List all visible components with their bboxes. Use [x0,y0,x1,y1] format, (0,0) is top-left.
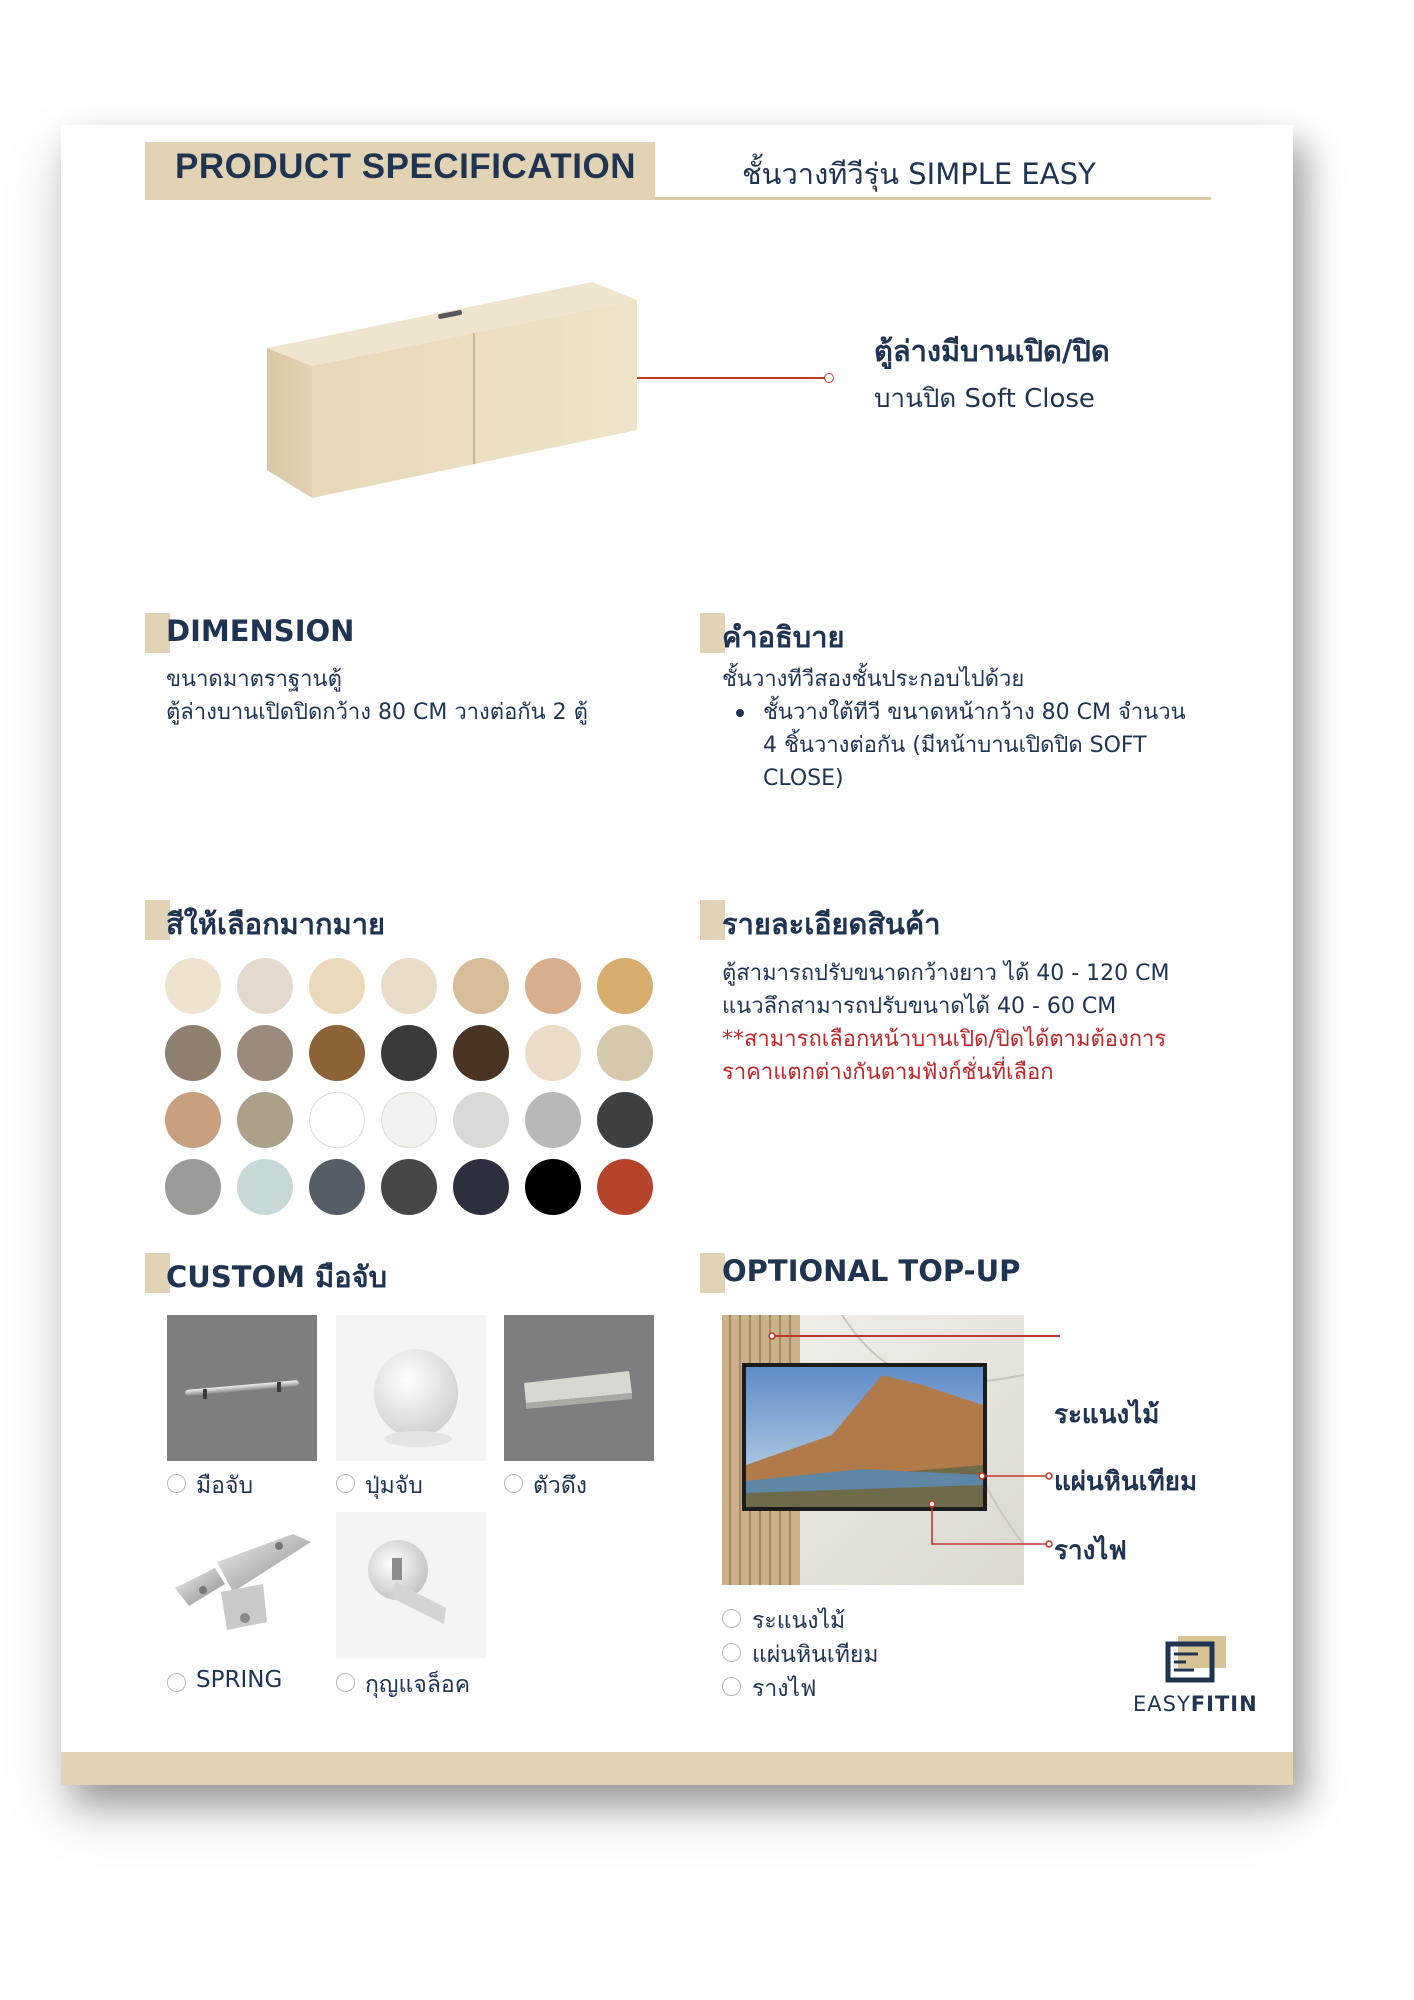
color-swatch[interactable] [165,1159,221,1215]
knob-image [336,1315,486,1461]
radio-handle-pull[interactable] [504,1474,523,1493]
color-swatch[interactable] [453,1025,509,1081]
pull-handle-image [504,1315,654,1461]
callout-wood-slat: ระแนงไม้ [1054,1400,1160,1430]
description-bullet-line-1: ชั้นวางใต้ทีวี ขนาดหน้ากว้าง 80 CM จำนวน [763,700,1186,725]
dimension-line-1: ขนาดมาตราฐานตู้ [166,667,342,692]
description-bullet-line-3: CLOSE) [763,766,844,791]
callout-subtitle: บานปิด Soft Close [874,384,1095,414]
description-intro: ชั้นวางทีวีสองชั้นประกอบไปด้วย [722,667,1025,692]
details-note-line-1: **สามารถเลือกหน้าบานเปิด/ปิดได้ตามต้องการ [722,1027,1167,1052]
details-note-line-2: ราคาแตกต่างกันตามฟังก์ชั่นที่เลือก [722,1060,1054,1085]
radio-key-lock[interactable] [336,1673,355,1692]
color-swatch[interactable] [381,1159,437,1215]
color-swatch[interactable] [453,1092,509,1148]
color-swatch[interactable] [381,1025,437,1081]
option-label: ระแนงไม้ [752,1608,846,1634]
color-swatch[interactable] [525,1159,581,1215]
topup-title: OPTIONAL TOP-UP [722,1254,1021,1288]
brand-logo-text: EASYFITIN [1133,1692,1258,1716]
color-swatch[interactable] [525,1092,581,1148]
details-line-2: แนวลึกสามารถปรับขนาดได้ 40 - 60 CM [722,994,1117,1019]
callout-dot [824,373,834,383]
option-label: กุญแจล็อค [365,1672,471,1698]
page-title: PRODUCT SPECIFICATION [175,147,636,186]
feature-callouts [700,1300,1060,1620]
product-model: ชั้นวางทีวีรุ่น SIMPLE EASY [742,157,1096,191]
spring-hinge-image [167,1512,317,1658]
description-title: คำอธิบาย [722,620,845,654]
option-label: แผ่นหินเทียม [752,1642,879,1668]
color-swatch[interactable] [237,958,293,1014]
radio-spring[interactable] [167,1673,186,1692]
dimension-title: DIMENSION [166,614,355,648]
callout-light-rail: รางไฟ [1054,1536,1127,1566]
drawer-logo-icon [1164,1632,1228,1688]
bullet-icon [736,709,744,717]
dimension-line-2: ตู้ล่างบานเปิดปิดกว้าง 80 CM วางต่อกัน 2 ตู้ [166,700,588,725]
option-label: SPRING [196,1667,283,1693]
color-swatch[interactable] [525,958,581,1014]
radio-stone-panel[interactable] [722,1643,741,1662]
color-swatch[interactable] [525,1025,581,1081]
details-line-1: ตู้สามารถปรับขนาดกว้างยาว ได้ 40 - 120 CM [722,961,1170,986]
description-bullet-line-2: 4 ชิ้นวางต่อกัน (มีหน้าบานเปิดปิด SOFT [763,733,1147,758]
color-swatch-grid [165,958,665,1218]
color-swatch[interactable] [381,958,437,1014]
color-swatch[interactable] [237,1025,293,1081]
option-label: ปุ่มจับ [365,1473,423,1499]
callout-title: ตู้ล่างมีบานเปิด/ปิด [874,334,1110,368]
color-swatch[interactable] [309,1092,365,1148]
color-swatch[interactable] [453,958,509,1014]
option-label: มือจับ [196,1473,254,1499]
color-swatch[interactable] [597,1025,653,1081]
callout-stone-panel: แผ่นหินเทียม [1054,1467,1198,1497]
color-swatch[interactable] [309,958,365,1014]
color-swatch[interactable] [309,1159,365,1215]
color-swatch[interactable] [597,1092,653,1148]
cabinet-image [262,280,642,505]
color-swatch[interactable] [597,1159,653,1215]
color-swatch[interactable] [165,1025,221,1081]
callout-line [637,377,829,379]
color-swatch[interactable] [381,1092,437,1148]
color-swatch[interactable] [309,1025,365,1081]
color-swatch[interactable] [237,1092,293,1148]
custom-title: CUSTOM มือจับ [166,1260,388,1294]
radio-handle-knob[interactable] [336,1474,355,1493]
color-swatch[interactable] [165,1092,221,1148]
details-title: รายละเอียดสินค้า [722,907,941,941]
footer-band [61,1752,1293,1785]
radio-wood-slat[interactable] [722,1609,741,1628]
color-swatch[interactable] [597,958,653,1014]
option-label: รางไฟ [752,1676,817,1702]
key-lock-image [336,1512,486,1658]
color-swatch[interactable] [453,1159,509,1215]
radio-light-rail[interactable] [722,1677,741,1696]
color-swatch[interactable] [237,1159,293,1215]
color-swatch[interactable] [165,958,221,1014]
radio-handle-bar[interactable] [167,1474,186,1493]
bar-handle-image [167,1315,317,1461]
option-label: ตัวดึง [533,1473,588,1499]
colors-title: สีให้เลือกมากมาย [166,907,385,941]
header-divider [655,197,1211,200]
